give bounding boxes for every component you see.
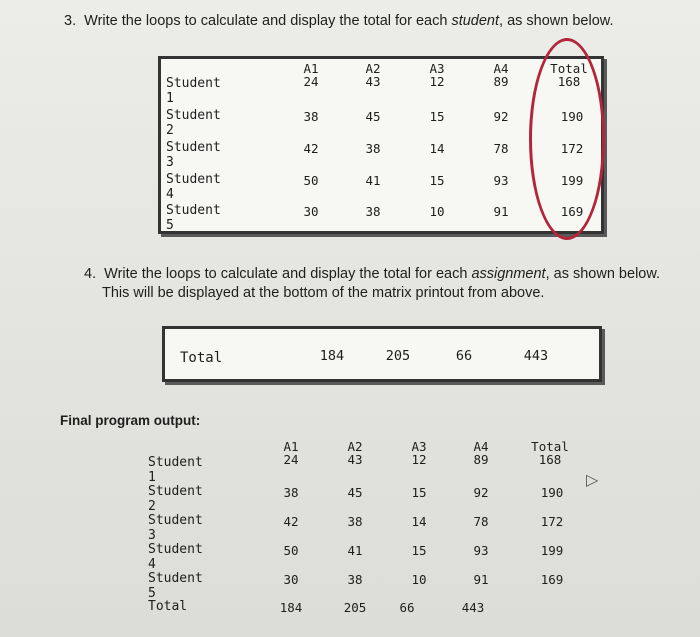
cell: 38 xyxy=(283,485,299,500)
row-label: Student 5 xyxy=(148,571,203,601)
cell: 190 xyxy=(560,109,584,124)
row-label: Student 2 xyxy=(166,108,221,138)
cell: 172 xyxy=(540,514,564,529)
total-a3: 66 xyxy=(455,348,473,364)
cell: 30 xyxy=(303,204,319,219)
header-a3: A3 12 xyxy=(429,61,445,89)
cell: 38 xyxy=(347,572,363,587)
red-highlight-circle xyxy=(529,38,605,240)
cell: 15 xyxy=(429,173,445,188)
header-a1: A1 24 xyxy=(303,61,319,89)
total-row-label: Total xyxy=(180,350,223,366)
cell: 38 xyxy=(365,141,381,156)
header-a4: A4 89 xyxy=(493,61,509,89)
cell: 78 xyxy=(493,141,509,156)
row-label: Student 4 xyxy=(166,172,221,202)
cell: 41 xyxy=(347,543,363,558)
cell: 78 xyxy=(473,514,489,529)
row-label: Total xyxy=(148,599,188,614)
cell: 42 xyxy=(283,514,299,529)
cell: 30 xyxy=(283,572,299,587)
cell: 91 xyxy=(473,572,489,587)
cell: 443 xyxy=(461,600,485,615)
cell: 38 xyxy=(303,109,319,124)
cell: 15 xyxy=(411,543,427,558)
cell: 190 xyxy=(540,485,564,500)
cell: 169 xyxy=(560,204,584,219)
cell: 15 xyxy=(429,109,445,124)
header-a1: A1 24 xyxy=(283,439,299,467)
cell: 199 xyxy=(560,173,584,188)
cell: 50 xyxy=(283,543,299,558)
cell: 205 xyxy=(343,600,367,615)
cell: 93 xyxy=(473,543,489,558)
total-grand: 443 xyxy=(523,348,549,364)
cell: 172 xyxy=(560,141,584,156)
cell: 38 xyxy=(365,204,381,219)
mouse-cursor-icon: ▷ xyxy=(586,472,599,489)
cell: 42 xyxy=(303,141,319,156)
cell: 15 xyxy=(411,485,427,500)
cell: 45 xyxy=(365,109,381,124)
final-output-heading: Final program output: xyxy=(60,413,201,428)
cell: 92 xyxy=(493,109,509,124)
cell: 41 xyxy=(365,173,381,188)
question-3: 3. Write the loops to calculate and display the total for each student, as shown below. xyxy=(64,13,614,29)
cell: 91 xyxy=(493,204,509,219)
cell: 38 xyxy=(347,514,363,529)
header-a2: A2 43 xyxy=(347,439,363,467)
header-total: Total 168 xyxy=(550,61,588,89)
header-a3: A3 12 xyxy=(411,439,427,467)
row-label: Student 5 xyxy=(166,203,221,233)
cell: 50 xyxy=(303,173,319,188)
cell: 169 xyxy=(540,572,564,587)
row-label: Student 3 xyxy=(148,513,203,543)
cell: 45 xyxy=(347,485,363,500)
cell: 10 xyxy=(429,204,445,219)
header-a4: A4 89 xyxy=(473,439,489,467)
total-a2: 205 xyxy=(385,348,411,364)
row-label: Student 1 xyxy=(148,455,203,485)
row-label: Student 4 xyxy=(148,542,203,572)
cell: 92 xyxy=(473,485,489,500)
cell: 184 xyxy=(279,600,303,615)
cell: 93 xyxy=(493,173,509,188)
cell: 66 xyxy=(399,600,415,615)
header-total: Total 168 xyxy=(531,439,569,467)
total-a1: 184 xyxy=(319,348,345,364)
row-label: Student 1 xyxy=(166,76,221,106)
question-4: 4. Write the loops to calculate and display the total for each assignment, as shown below. This will be displayed at the bottom of the matrix printout from above. xyxy=(84,266,661,301)
cell: 14 xyxy=(429,141,445,156)
header-a2: A2 43 xyxy=(365,61,381,89)
row-label: Student 2 xyxy=(148,484,203,514)
cell: 14 xyxy=(411,514,427,529)
row-label: Student 3 xyxy=(166,140,221,170)
cell: 10 xyxy=(411,572,427,587)
cell: 199 xyxy=(540,543,564,558)
